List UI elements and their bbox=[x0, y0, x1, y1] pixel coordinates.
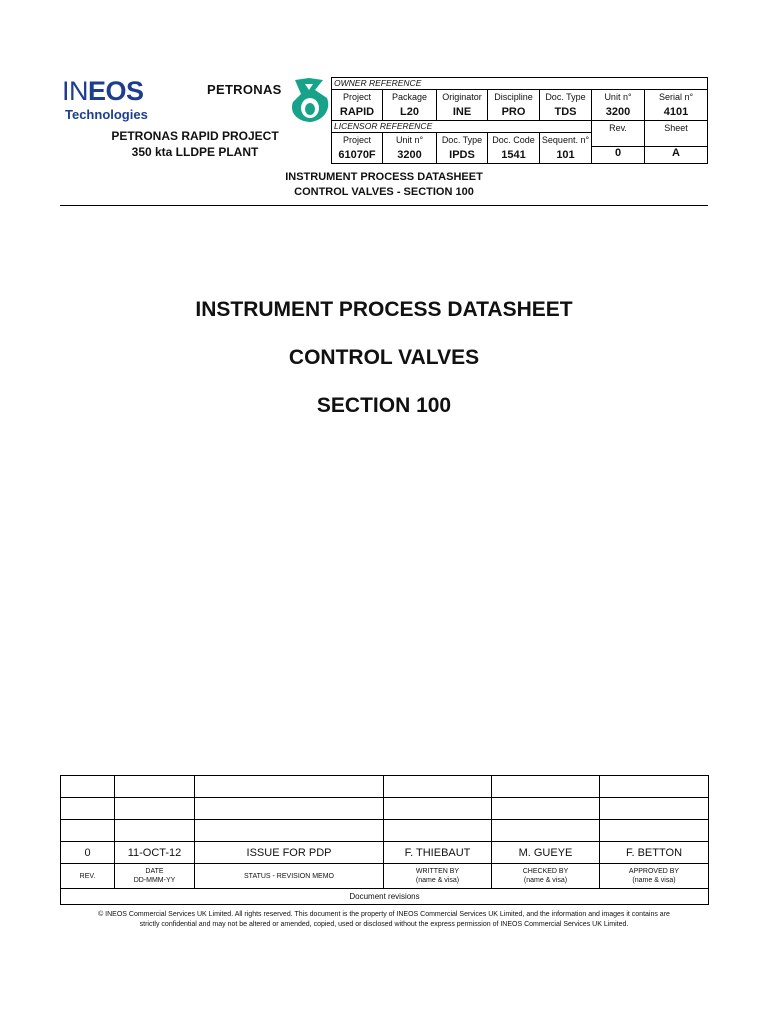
owner-value: 3200 bbox=[592, 104, 645, 121]
header-divider bbox=[60, 205, 708, 206]
owner-value: INE bbox=[437, 104, 488, 121]
label-rev: REV. bbox=[61, 864, 115, 889]
copyright-line-2: strictly confidential and may not be altered or amended, copied, used or disclosed without the express permission of INEOS Commercial Services UK Limited. bbox=[139, 921, 629, 928]
owner-value: TDS bbox=[540, 104, 592, 121]
main-title-line-1: INSTRUMENT PROCESS DATASHEET bbox=[195, 298, 573, 321]
licensor-value: 1541 bbox=[488, 147, 540, 164]
ineos-wordmark bbox=[62, 76, 144, 106]
ineos-tagline: Technologies bbox=[65, 107, 148, 122]
subtitle-line-2: CONTROL VALVES - SECTION 100 bbox=[294, 186, 474, 198]
ineos-word-part-b: E bbox=[88, 76, 106, 106]
revision-row-empty bbox=[61, 798, 709, 820]
revision-approved-by: F. BETTON bbox=[600, 842, 709, 864]
revision-table bbox=[60, 775, 709, 905]
sheet-label: Sheet bbox=[645, 121, 708, 147]
revision-row-empty bbox=[61, 820, 709, 842]
licensor-header: Sequent. n° bbox=[540, 133, 592, 147]
revision-written-by: F. THIEBAUT bbox=[384, 842, 492, 864]
main-title-line-3: SECTION 100 bbox=[316, 394, 452, 417]
document-revisions-caption: Document revisions bbox=[61, 889, 709, 905]
main-title-line-2: CONTROL VALVES bbox=[288, 346, 480, 369]
owner-value: RAPID bbox=[332, 104, 383, 121]
label-date: DATE DD-MMM-YY bbox=[115, 864, 195, 889]
owner-header: Project bbox=[332, 90, 383, 104]
owner-header: Unit n° bbox=[592, 90, 645, 104]
copyright-line-1: © INEOS Commercial Services UK Limited. All rights reserved. This document is the property of INEOS Commercial Services UK Limited, and the information and images it contains are bbox=[98, 911, 670, 918]
owner-value: 4101 bbox=[645, 104, 708, 121]
ineos-word-part-c: OS bbox=[105, 76, 144, 106]
copyright-notice bbox=[60, 910, 708, 930]
petronas-emblem-icon bbox=[287, 76, 331, 124]
licensor-reference-label: LICENSOR REFERENCE bbox=[332, 121, 592, 133]
plant-name: 350 kta LLDPE PLANT bbox=[131, 145, 259, 159]
licensor-header: Doc. Code bbox=[488, 133, 540, 147]
owner-header: Serial n° bbox=[645, 90, 708, 104]
owner-header: Originator bbox=[437, 90, 488, 104]
owner-header: Discipline bbox=[488, 90, 540, 104]
sheet-value: A bbox=[645, 147, 708, 164]
subtitle-line-1: INSTRUMENT PROCESS DATASHEET bbox=[285, 171, 483, 183]
revision-date: 11-OCT-12 bbox=[115, 842, 195, 864]
licensor-header: Doc. Type bbox=[437, 133, 488, 147]
licensor-value: 3200 bbox=[383, 147, 437, 164]
label-approved-by: APPROVED BY (name & visa) bbox=[600, 864, 709, 889]
licensor-header: Project bbox=[332, 133, 383, 147]
rev-label: Rev. bbox=[592, 121, 645, 147]
licensor-value: IPDS bbox=[437, 147, 488, 164]
revision-row bbox=[61, 842, 709, 864]
owner-header: Doc. Type bbox=[540, 90, 592, 104]
licensor-value: 101 bbox=[540, 147, 592, 164]
revision-rev: 0 bbox=[61, 842, 115, 864]
project-name: PETRONAS RAPID PROJECT bbox=[111, 129, 279, 143]
rev-value: 0 bbox=[592, 147, 645, 164]
revision-status: ISSUE FOR PDP bbox=[195, 842, 384, 864]
petronas-logo bbox=[207, 76, 331, 124]
revision-labels-row bbox=[61, 864, 709, 889]
licensor-value: 61070F bbox=[332, 147, 383, 164]
label-written-by: WRITTEN BY (name & visa) bbox=[384, 864, 492, 889]
revision-row-empty bbox=[61, 776, 709, 798]
label-checked-by: CHECKED BY (name & visa) bbox=[492, 864, 600, 889]
ineos-word-part-a: IN bbox=[62, 76, 88, 106]
owner-header: Package bbox=[383, 90, 437, 104]
label-status: STATUS - REVISION MEMO bbox=[195, 864, 384, 889]
petronas-wordmark: PETRONAS bbox=[207, 82, 282, 97]
owner-reference-label: OWNER REFERENCE bbox=[332, 78, 708, 90]
owner-value: L20 bbox=[383, 104, 437, 121]
owner-value: PRO bbox=[488, 104, 540, 121]
revision-checked-by: M. GUEYE bbox=[492, 842, 600, 864]
reference-table bbox=[331, 77, 708, 164]
ineos-logo bbox=[62, 76, 162, 126]
licensor-header: Unit n° bbox=[383, 133, 437, 147]
